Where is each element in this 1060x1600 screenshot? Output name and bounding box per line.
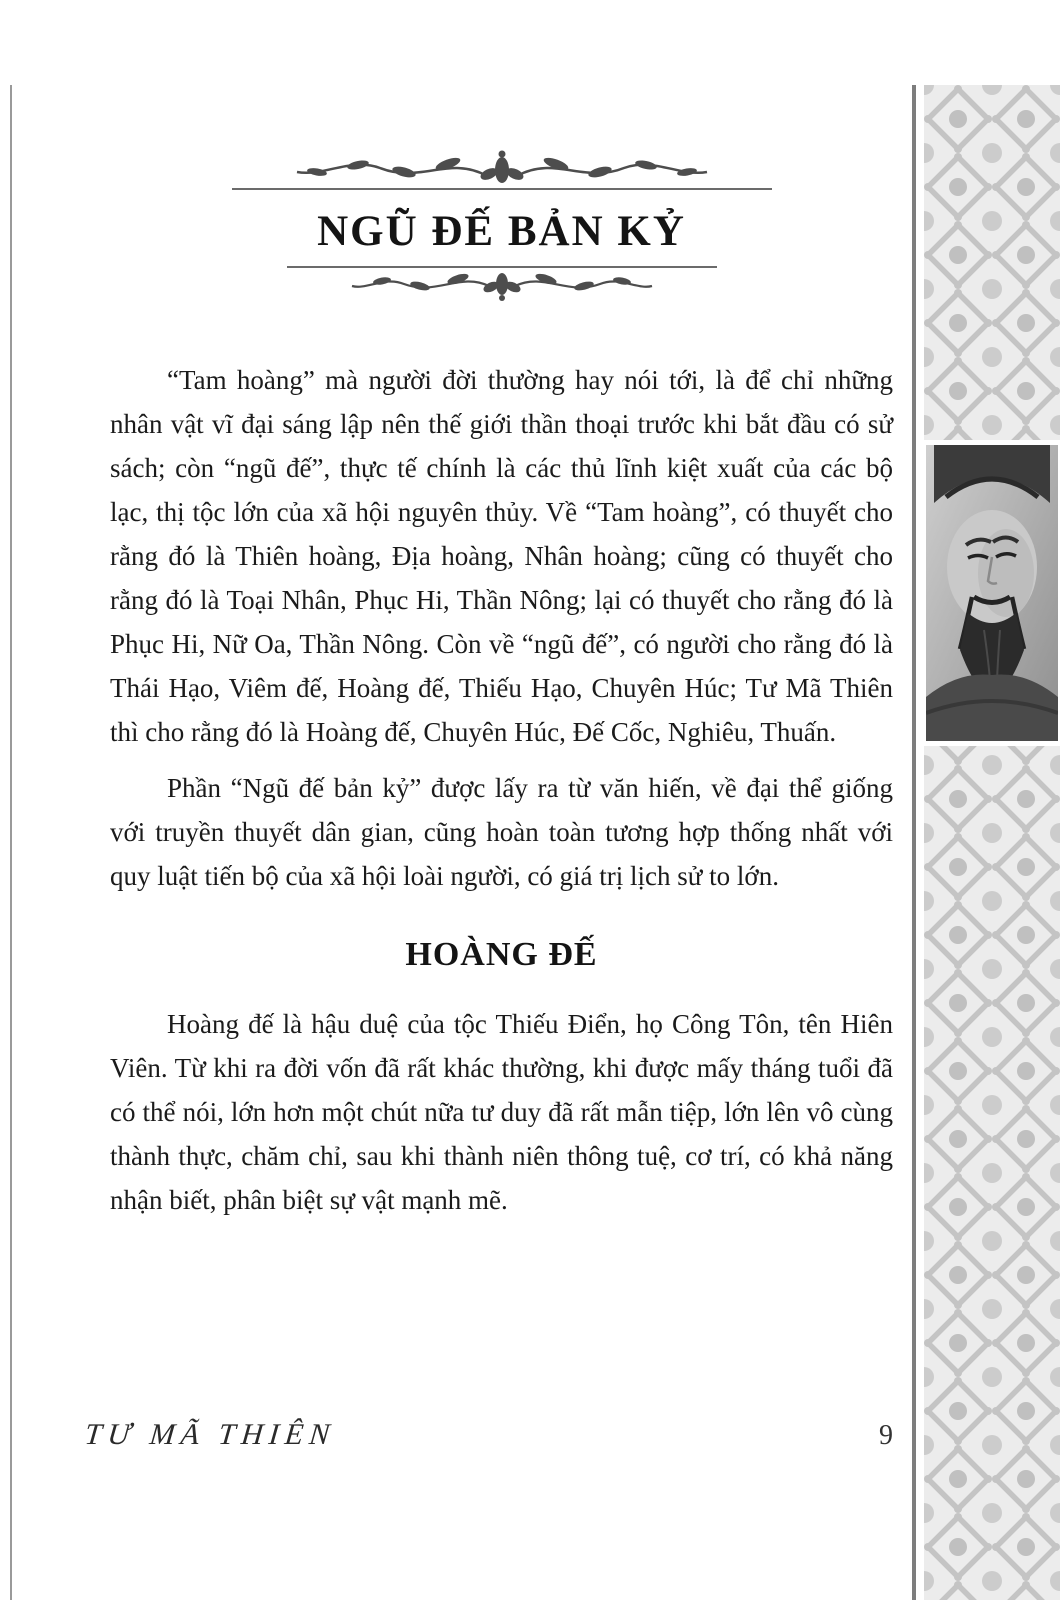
page-content bbox=[110, 146, 893, 1234]
body-paragraph: Hoàng đế là hậu duệ của tộc Thiếu Điển, họ Công Tôn, tên Hiên Viên. Từ khi ra đời vốn đã rất khác thường, khi được mấy tháng tuổi đã có thể nói, lớn hơn một chút nữa tư duy đã rất mẫn tiệp, lớn lên vô cùng thành thực, chăm chỉ, sau khi thành niên thông tuệ, cơ trí, có khả năng nhận biết, phân biệt sự vật mạnh mẽ. bbox=[110, 1009, 893, 1215]
floral-flourish-icon bbox=[232, 146, 772, 194]
page-number: 9 bbox=[879, 1420, 893, 1451]
floral-flourish-icon bbox=[287, 264, 717, 304]
damask-pattern bbox=[924, 85, 1060, 1600]
running-footer-author: TƯ MÃ THIÊN bbox=[83, 1418, 338, 1451]
body-paragraph: Phần “Ngũ đế bản kỷ” được lấy ra từ văn hiến, về đại thể giống với truyền thuyết dân gian, cũng hoàn toàn tương hợp thống nhất với quy luật tiến bộ của xã hội loài người, có giá trị lịch sử to lớn. bbox=[110, 773, 893, 891]
emperor-portrait-image bbox=[926, 445, 1058, 741]
section-title: HOÀNG ĐẾ bbox=[405, 936, 598, 973]
chapter-title: NGŨ ĐẾ BẢN KỶ bbox=[317, 208, 686, 255]
title-floral-divider-ornament bbox=[110, 264, 893, 304]
damask-pattern-strip bbox=[924, 85, 1060, 1600]
left-margin-rule bbox=[10, 85, 12, 1600]
right-margin-rule bbox=[912, 85, 916, 1600]
page-footer bbox=[85, 1418, 893, 1452]
emperor-portrait bbox=[924, 440, 1060, 746]
top-floral-divider-ornament bbox=[110, 146, 893, 194]
body-paragraph: “Tam hoàng” mà người đời thường hay nói tới, là để chỉ những nhân vật vĩ đại sáng lập nên thế giới thần thoại trước khi bắt đầu có sử sách; còn “ngũ đế”, thực tế chính là các thủ lĩnh kiệt xuất của các bộ lạc, thị tộc lớn của xã hội nguyên thủy. Về “Tam hoàng”, có thuyết cho rằng đó là Thiên hoàng, Địa hoàng, Nhân hoàng; cũng có thuyết cho rằng đó là Toại Nhân, Phục Hi, Thần Nông; lại có thuyết cho rằng đó là Phục Hi, Nữ Oa, Thần Nông. Còn về “ngũ đế”, có người cho rằng đó là Thái Hạo, Viêm đế, Hoàng đế, Thiếu Hạo, Chuyên Húc; Tư Mã Thiên thì cho rằng đó là Hoàng đế, Chuyên Húc, Đế Cốc, Nghiêu, Thuấn. bbox=[110, 365, 893, 747]
